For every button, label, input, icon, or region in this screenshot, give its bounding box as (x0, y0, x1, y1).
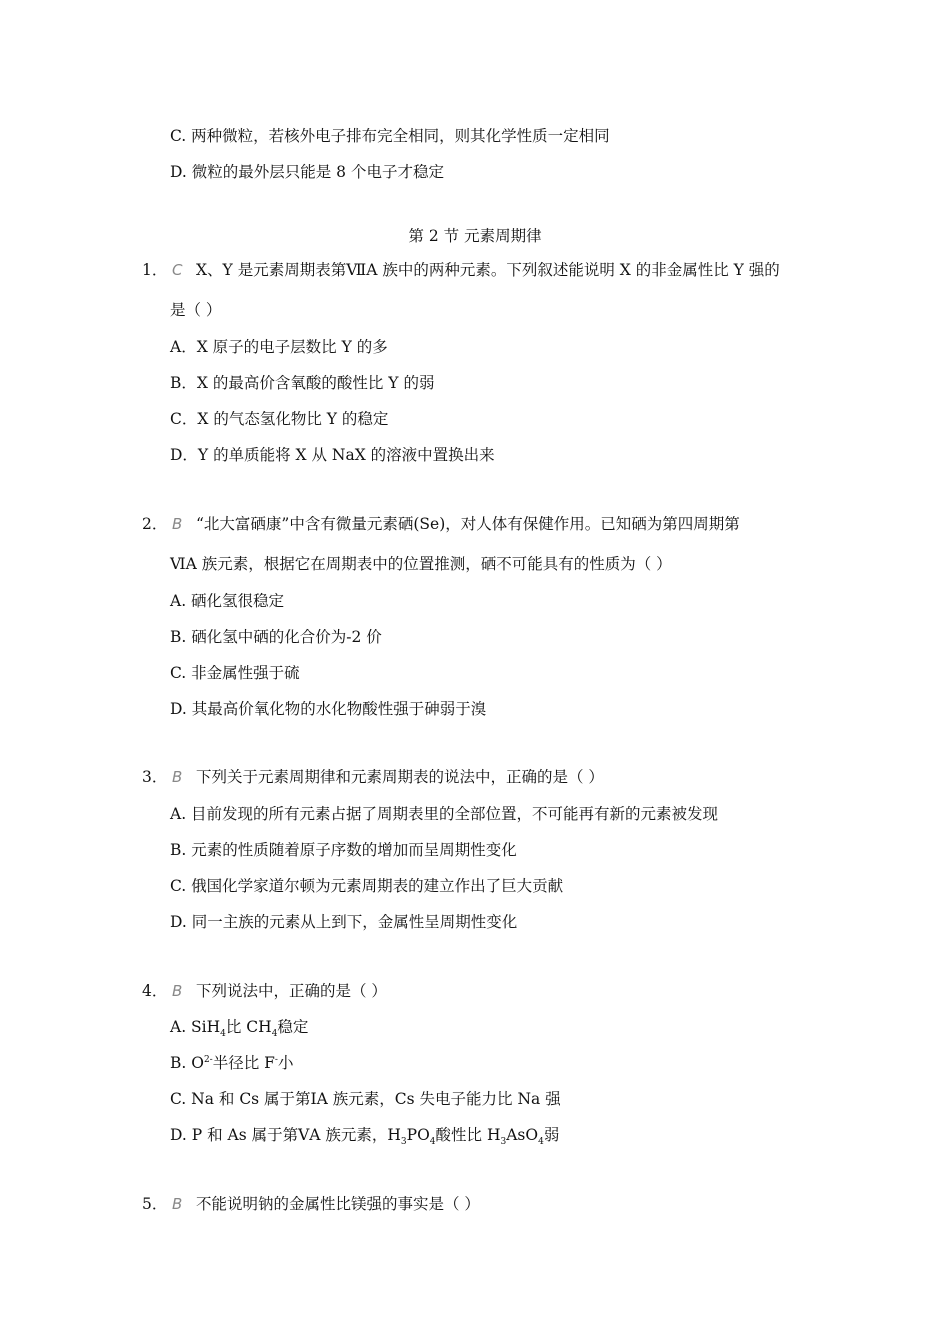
option-a: A. 硒化氢很稳定 (170, 592, 285, 610)
option-a: A．X 原子的电子层数比 Y 的多 (170, 338, 388, 356)
question-text: “北大富硒康”中含有微量元素硒(Se)，对人体有保健作用。已知硒为第四周期第 (196, 515, 740, 533)
answer-mark: B (172, 768, 183, 786)
option-d: D. 微粒的最外层只能是 8 个电子才稳定 (170, 163, 444, 181)
option-c: C. 两种微粒，若核外电子排布完全相同，则其化学性质一定相同 (170, 127, 610, 145)
option-d: D. 同一主族的元素从上到下，金属性呈周期性变化 (170, 913, 518, 931)
question-text: 下列说法中，正确的是（ ） (196, 982, 387, 1000)
answer-mark: B (172, 1195, 183, 1213)
question-text-continued: 是（ ） (170, 301, 222, 319)
option-b: B. 元素的性质随着原子序数的增加而呈周期性变化 (170, 841, 517, 859)
option-b: B. 硒化氢中硒的化合价为-2 价 (170, 628, 382, 646)
option-c: C．X 的气态氢化物比 Y 的稳定 (170, 410, 389, 428)
option-c: C. 非金属性强于硫 (170, 664, 300, 682)
section-title: 第 2 节 元素周期律 (408, 227, 542, 245)
option-d: D. P 和 As 属于第ⅤA 族元素，$H_3PO_4$酸性比 $H_3AsO_4$弱 (170, 1126, 560, 1148)
answer-mark: C (172, 261, 183, 279)
question-number: 4． (142, 982, 168, 1000)
answer-mark: B (172, 515, 183, 533)
option-a: A. 目前发现的所有元素占据了周期表里的全部位置，不可能再有新的元素被发现 (170, 805, 719, 823)
question-text: 不能说明钠的金属性比镁强的事实是（ ） (196, 1195, 480, 1213)
question-text: X、Y 是元素周期表第ⅦA 族中的两种元素。下列叙述能说明 X 的非金属性比 Y 强的 (196, 261, 780, 279)
option-c: C. 俄国化学家道尔顿为元素周期表的建立作出了巨大贡献 (170, 877, 564, 895)
answer-mark: B (172, 982, 183, 1000)
question-number: 3． (142, 768, 168, 786)
option-a: A. SiH$_4$比 $CH_4$稳定 (170, 1018, 309, 1040)
question-number: 1． (142, 261, 168, 279)
option-d: D．Y 的单质能将 X 从 NaX 的溶液中置换出来 (170, 446, 495, 464)
question-text-continued: ⅥA 族元素，根据它在周期表中的位置推测，硒不可能具有的性质为（ ） (170, 555, 672, 573)
question-number: 2． (142, 515, 168, 533)
question-text: 下列关于元素周期律和元素周期表的说法中，正确的是（ ） (196, 768, 604, 786)
option-d: D. 其最高价氧化物的水化物酸性强于砷弱于溴 (170, 700, 487, 718)
question-number: 5． (142, 1195, 168, 1213)
option-b: B. $O^{2-}$半径比 F-小 (170, 1054, 294, 1072)
option-c: C. Na 和 Cs 属于第ⅠA 族元素，Cs 失电子能力比 Na 强 (170, 1090, 561, 1108)
option-b: B．X 的最高价含氧酸的酸性比 Y 的弱 (170, 374, 435, 392)
